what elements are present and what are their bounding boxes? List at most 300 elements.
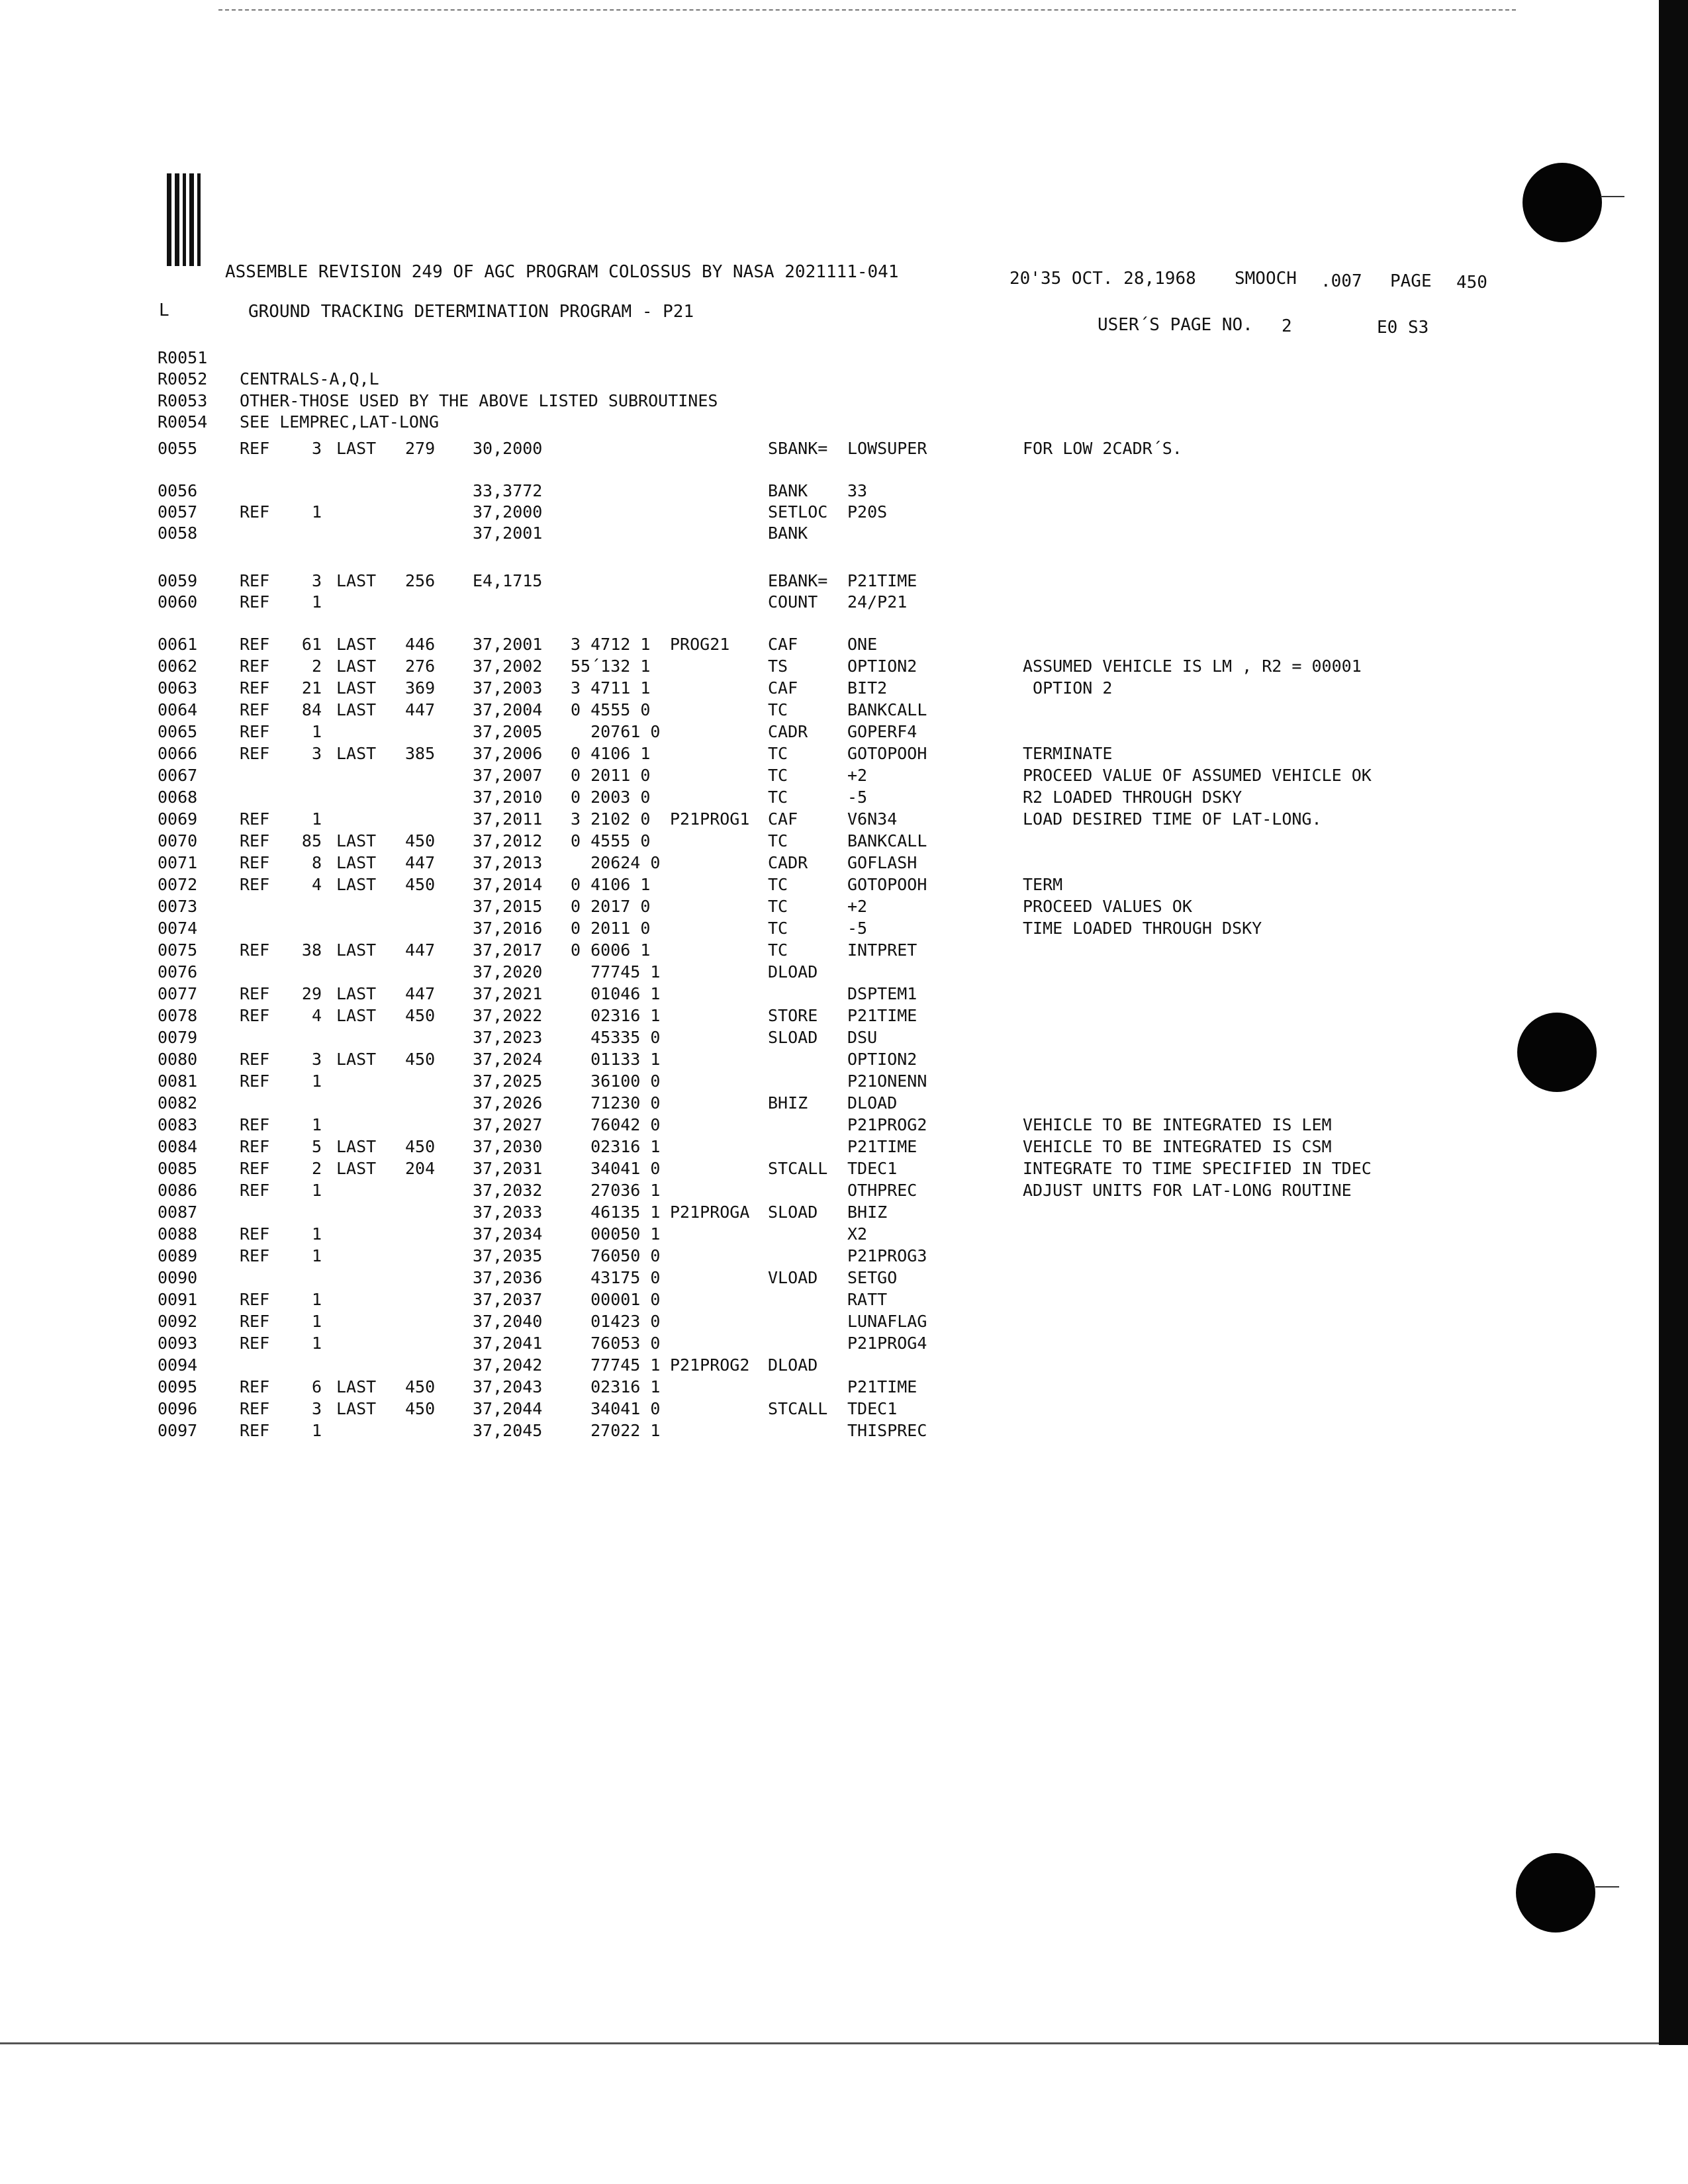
ref-count: 4 [311,1006,322,1025]
ref-count: 5 [311,1137,322,1156]
address: 37,2026 [473,1093,543,1113]
ref-count: 38 [301,940,322,960]
ref-flag: REF [240,678,270,698]
listing-row [0,1093,1589,1114]
listing-row [0,1202,1589,1223]
address: 37,2045 [473,1421,543,1440]
operand: 24/P21 [847,592,908,612]
ref-count: 21 [301,678,322,698]
last-page: 447 [405,984,436,1003]
last-flag: LAST [336,1399,377,1418]
listing-row [0,1246,1589,1267]
ref-flag: REF [240,984,270,1003]
ref-flag: REF [240,635,270,654]
octal-word: 46135 1 [571,1203,661,1222]
octal-word: 0 4106 1 [571,875,651,894]
line-number: 0090 [158,1268,198,1287]
line-number: 0096 [158,1399,198,1418]
opcode: TC [768,788,788,807]
assembly-timestamp: 20'35 OCT. 28,1968 [1009,269,1196,289]
last-flag: LAST [336,635,377,654]
operand: OPTION2 [847,1050,917,1069]
last-flag: LAST [336,1137,377,1156]
address: 37,2000 [473,502,543,522]
opcode: SLOAD [768,1028,818,1047]
line-number: 0068 [158,788,198,807]
octal-word: 20761 0 [571,722,661,741]
address: 37,2022 [473,1006,543,1025]
address: 37,2004 [473,700,543,719]
octal-word: 77745 1 [571,1355,661,1375]
comment: LOAD DESIRED TIME OF LAT-LONG. [1023,809,1322,829]
octal-word: 36100 0 [571,1071,661,1091]
ref-count: 8 [311,853,322,872]
last-flag: LAST [336,853,377,872]
listing-row [0,787,1589,808]
ref-count: 1 [311,1334,322,1353]
ref-flag: OTHER-THOSE USED BY THE ABOVE LISTED SUBROUTINES [240,391,718,410]
user-page-label: USER´S PAGE NO. [1098,315,1253,335]
line-number: 0070 [158,831,198,850]
address: 37,2023 [473,1028,543,1047]
operand: OPTION2 [847,657,917,676]
symbol-label: P21PROG2 [670,1355,750,1375]
last-page: 450 [405,1006,436,1025]
octal-word: 76053 0 [571,1334,661,1353]
operand: GOTOPOOH [847,744,927,763]
octal-word: 0 4555 0 [571,831,651,850]
ref-flag: REF [240,1377,270,1396]
listing-row [0,1027,1589,1048]
listing-row [0,896,1589,917]
ref-flag: REF [240,571,270,590]
last-flag: LAST [336,875,377,894]
operand: P21TIME [847,571,917,590]
opcode: SETLOC [768,502,828,522]
ref-count: 1 [311,1290,322,1309]
octal-word: 27036 1 [571,1181,661,1200]
line-number: 0089 [158,1246,198,1265]
listing-row [0,983,1589,1005]
address: 37,2017 [473,940,543,960]
ref-flag: SEE LEMPREC,LAT-LONG [240,412,440,432]
octal-word: 76042 0 [571,1115,661,1134]
ref-flag: REF [240,657,270,676]
listing-row [0,1115,1589,1136]
assembly-version: .007 [1321,271,1362,291]
line-number: 0078 [158,1006,198,1025]
scan-right-edge [1659,0,1688,2045]
opcode: EBANK= [768,571,828,590]
address: 37,2006 [473,744,543,763]
address: 30,2000 [473,439,543,458]
octal-word: 01423 0 [571,1312,661,1331]
last-page: 450 [405,875,436,894]
last-flag: LAST [336,831,377,850]
address: 37,2002 [473,657,543,676]
address: 37,2034 [473,1224,543,1244]
line-number: R0053 [158,391,208,410]
line-number: 0064 [158,700,198,719]
ref-flag: REF [240,700,270,719]
line-number: 0093 [158,1334,198,1353]
octal-word: 0 4106 1 [571,744,651,763]
listing-row [0,1180,1589,1201]
last-page: 446 [405,635,436,654]
ref-count: 1 [311,1115,322,1134]
address: 37,2007 [473,766,543,785]
listing-row [0,700,1589,721]
page-number: 450 [1456,273,1487,293]
line-number: 0061 [158,635,198,654]
comment: R2 LOADED THROUGH DSKY [1023,788,1243,807]
address: 37,2033 [473,1203,543,1222]
operand: 33 [847,481,868,500]
operand: -5 [847,919,868,938]
opcode: TC [768,919,788,938]
line-number: 0062 [158,657,198,676]
operand: P21PROG4 [847,1334,927,1353]
opcode: BANK [768,481,808,500]
last-page: 276 [405,657,436,676]
last-page: 256 [405,571,436,590]
operand: P21TIME [847,1137,917,1156]
last-page: 450 [405,1050,436,1069]
address: 37,2012 [473,831,543,850]
listing-row [0,1158,1589,1179]
line-number: 0094 [158,1355,198,1375]
line-number: 0076 [158,962,198,981]
address: 37,2024 [473,1050,543,1069]
address: 37,2015 [473,897,543,916]
octal-word: 77745 1 [571,962,661,981]
octal-word: 02316 1 [571,1377,661,1396]
listing-row [0,1398,1589,1420]
listing-row [0,412,1589,433]
octal-word: 0 2003 0 [571,788,651,807]
listing-row [0,1311,1589,1332]
octal-word: 3 4712 1 [571,635,651,654]
line-number: 0055 [158,439,198,458]
address: 37,2041 [473,1334,543,1353]
ref-flag: REF [240,1006,270,1025]
ref-flag: REF [240,1399,270,1418]
octal-word: 76050 0 [571,1246,661,1265]
last-flag: LAST [336,678,377,698]
opcode: CADR [768,853,808,872]
ref-flag: REF [240,1246,270,1265]
ref-count: 85 [301,831,322,850]
line-number: 0069 [158,809,198,829]
octal-word: 34041 0 [571,1399,661,1418]
last-page: 279 [405,439,436,458]
operand: TDEC1 [847,1159,898,1178]
line-number: 0079 [158,1028,198,1047]
ref-count: 6 [311,1377,322,1396]
ref-flag: REF [240,831,270,850]
ref-count: 1 [311,722,322,741]
address: 37,2032 [473,1181,543,1200]
comment: TERMINATE [1023,744,1113,763]
address: 37,2040 [473,1312,543,1331]
line-number: 0086 [158,1181,198,1200]
listing-row [0,831,1589,852]
ref-count: 3 [311,571,322,590]
line-number: 0067 [158,766,198,785]
listing-row [0,523,1589,544]
line-number: 0088 [158,1224,198,1244]
assembly-header: ASSEMBLE REVISION 249 OF AGC PROGRAM COLOSSUS BY NASA 2021111-041 [225,262,899,282]
octal-word: 00050 1 [571,1224,661,1244]
comment: PROCEED VALUE OF ASSUMED VEHICLE OK [1023,766,1372,785]
opcode: VLOAD [768,1268,818,1287]
assembly-user: SMOOCH [1235,269,1297,289]
line-number: 0074 [158,919,198,938]
line-number: 0077 [158,984,198,1003]
listing-row [0,1071,1589,1092]
line-number: 0065 [158,722,198,741]
address: 37,2042 [473,1355,543,1375]
ref-count: 3 [311,1050,322,1069]
last-flag: LAST [336,984,377,1003]
ref-count: 84 [301,700,322,719]
ref-flag: REF [240,875,270,894]
operand: X2 [847,1224,868,1244]
opcode: BHIZ [768,1093,808,1113]
octal-word: 27022 1 [571,1421,661,1440]
address: 37,2035 [473,1246,543,1265]
octal-word: 0 6006 1 [571,940,651,960]
line-number: 0081 [158,1071,198,1091]
address: 37,2037 [473,1290,543,1309]
listing-row [0,1005,1589,1026]
last-page: 447 [405,853,436,872]
listing-row [0,390,1589,412]
operand: P21PROG3 [847,1246,927,1265]
last-page: 450 [405,1137,436,1156]
listing-row [0,347,1589,369]
octal-word: 55´132 1 [571,657,651,676]
ref-flag: REF [240,592,270,612]
line-number: 0060 [158,592,198,612]
operand: LOWSUPER [847,439,927,458]
listing-row [0,874,1589,895]
address: 37,2027 [473,1115,543,1134]
symbol-label: P21PROGA [670,1203,750,1222]
ref-count: 1 [311,1181,322,1200]
octal-word: 0 2017 0 [571,897,651,916]
address: 37,2031 [473,1159,543,1178]
octal-word: 02316 1 [571,1006,661,1025]
comment: INTEGRATE TO TIME SPECIFIED IN TDEC [1023,1159,1372,1178]
address: 37,2011 [473,809,543,829]
ref-count: 1 [311,592,322,612]
octal-word: 34041 0 [571,1159,661,1178]
line-number: 0073 [158,897,198,916]
last-page: 447 [405,940,436,960]
address: 37,2044 [473,1399,543,1418]
operand: INTPRET [847,940,917,960]
last-flag: LAST [336,744,377,763]
comment: VEHICLE TO BE INTEGRATED IS LEM [1023,1115,1332,1134]
operand: OTHPREC [847,1181,917,1200]
operand: GOPERF4 [847,722,917,741]
ref-count: 1 [311,809,322,829]
ref-flag: REF [240,1159,270,1178]
opcode: TC [768,766,788,785]
ref-flag: REF [240,853,270,872]
operand: V6N34 [847,809,898,829]
listing-row [0,592,1589,613]
listing-row [0,678,1589,699]
listing-row [0,1224,1589,1245]
opcode: CAF [768,809,798,829]
operand: DSU [847,1028,878,1047]
last-flag: LAST [336,1006,377,1025]
line-number: 0063 [158,678,198,698]
octal-word: 20624 0 [571,853,661,872]
opcode: CADR [768,722,808,741]
ref-flag: CENTRALS-A,Q,L [240,369,379,388]
last-flag: LAST [336,1050,377,1069]
ref-count: 4 [311,875,322,894]
octal-word: 45335 0 [571,1028,661,1047]
line-number: 0082 [158,1093,198,1113]
line-number: 0059 [158,571,198,590]
ref-flag: REF [240,1224,270,1244]
ref-count: 1 [311,1071,322,1091]
ref-flag: REF [240,1312,270,1331]
comment: PROCEED VALUES OK [1023,897,1192,916]
last-page: 450 [405,831,436,850]
listing-row [0,1267,1589,1289]
ref-count: 3 [311,744,322,763]
octal-word: 00001 0 [571,1290,661,1309]
opcode: DLOAD [768,1355,818,1375]
last-page: 450 [405,1377,436,1396]
address: 37,2030 [473,1137,543,1156]
address: 37,2020 [473,962,543,981]
ref-count: 1 [311,1246,322,1265]
listing-row [0,962,1589,983]
operand: P21ONENN [847,1071,927,1091]
address: 37,2016 [473,919,543,938]
line-number: 0080 [158,1050,198,1069]
ref-flag: REF [240,1181,270,1200]
listing-row [0,1355,1589,1376]
listing-row [0,1049,1589,1070]
address: 37,2001 [473,635,543,654]
opcode: SBANK= [768,439,828,458]
comment: VEHICLE TO BE INTEGRATED IS CSM [1023,1137,1332,1156]
operand: GOTOPOOH [847,875,927,894]
user-page-number: 2 [1282,316,1292,336]
last-flag: LAST [336,1377,377,1396]
operand: BHIZ [847,1203,888,1222]
listing-row [0,743,1589,764]
address: 37,2005 [473,722,543,741]
octal-word: 01046 1 [571,984,661,1003]
ref-count: 3 [311,439,322,458]
opcode: STORE [768,1006,818,1025]
octal-word: 02316 1 [571,1137,661,1156]
ref-flag: REF [240,744,270,763]
octal-word: 3 2102 0 [571,809,651,829]
ref-count: 1 [311,1312,322,1331]
last-flag: LAST [336,940,377,960]
opcode: TC [768,744,788,763]
operand: DLOAD [847,1093,898,1113]
listing-row [0,502,1589,523]
listing-row [0,765,1589,786]
address: 37,2036 [473,1268,543,1287]
line-number: 0091 [158,1290,198,1309]
listing-row [0,1377,1589,1398]
address: 37,2001 [473,523,543,543]
line-number: 0056 [158,481,198,500]
listing-row [0,1289,1589,1310]
opcode: DLOAD [768,962,818,981]
line-number: 0072 [158,875,198,894]
listing-row [0,480,1589,502]
line-number: R0051 [158,348,208,367]
line-number: R0054 [158,412,208,432]
address: 37,2010 [473,788,543,807]
octal-word: 0 2011 0 [571,766,651,785]
ref-flag: REF [240,722,270,741]
ref-flag: REF [240,1115,270,1134]
ref-flag: REF [240,1071,270,1091]
last-flag: LAST [336,571,377,590]
ref-count: 61 [301,635,322,654]
line-number: R0052 [158,369,208,388]
line-number: 0071 [158,853,198,872]
operand: P20S [847,502,888,522]
octal-word: 0 2011 0 [571,919,651,938]
listing-row [0,809,1589,830]
listing-row [0,852,1589,874]
line-number: 0084 [158,1137,198,1156]
symbol-label: PROG21 [670,635,730,654]
comment: OPTION 2 [1023,678,1113,698]
line-number: 0085 [158,1159,198,1178]
ref-flag: REF [240,809,270,829]
opcode: TC [768,940,788,960]
line-number: 0058 [158,523,198,543]
operand: P21PROG2 [847,1115,927,1134]
line-number: 0075 [158,940,198,960]
address: E4,1715 [473,571,543,590]
address: 37,2025 [473,1071,543,1091]
comment: FOR LOW 2CADR´S. [1023,439,1182,458]
comment: TERM [1023,875,1063,894]
operand: DSPTEM1 [847,984,917,1003]
operand: -5 [847,788,868,807]
address: 37,2021 [473,984,543,1003]
ref-count: 2 [311,1159,322,1178]
address: 37,2014 [473,875,543,894]
listing-row [0,721,1589,743]
listing-row [0,438,1589,459]
listing-row [0,918,1589,939]
line-number: 0083 [158,1115,198,1134]
address: 37,2043 [473,1377,543,1396]
octal-word: 01133 1 [571,1050,661,1069]
listing-row [0,1420,1589,1441]
ref-flag: REF [240,940,270,960]
ref-flag: REF [240,1334,270,1353]
log-section-mark: L [159,300,169,320]
